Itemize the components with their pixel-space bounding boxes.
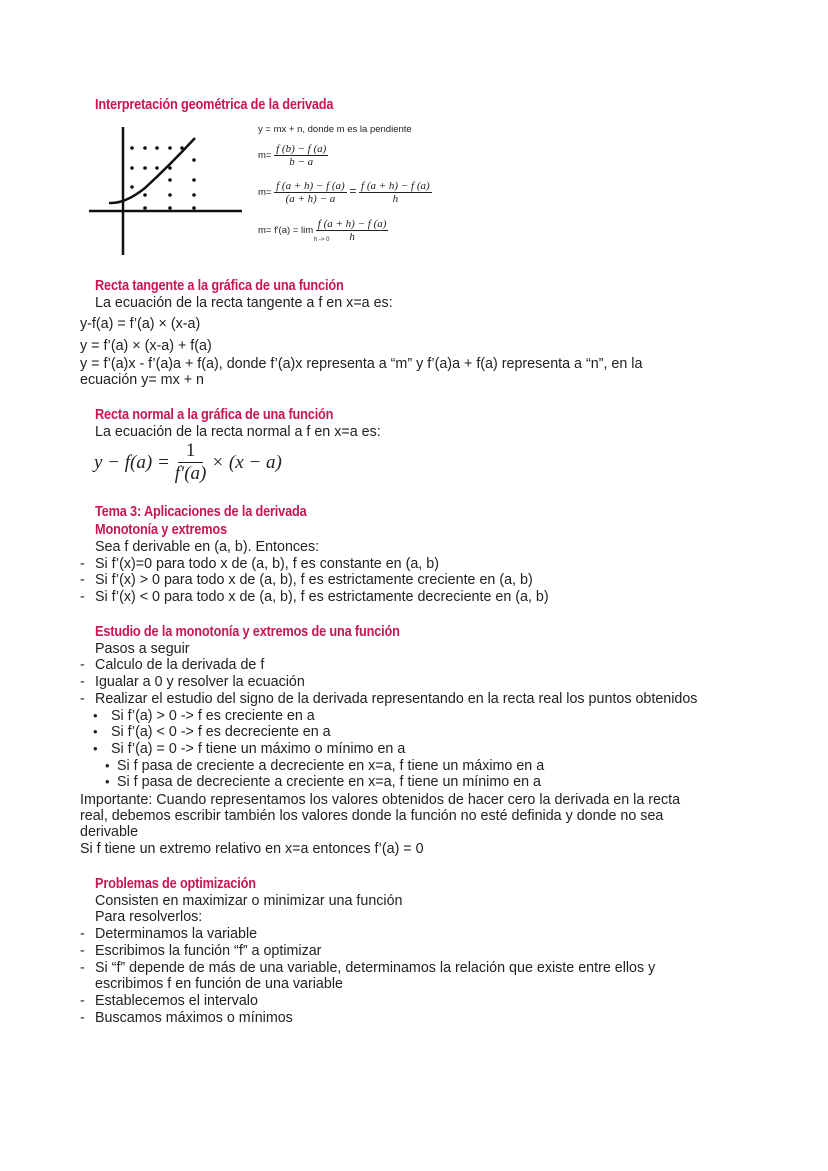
- fraction: [359, 180, 432, 205]
- note-line: derivable: [80, 824, 139, 840]
- text-line: La ecuación de la recta tangente a f en x=a es:: [95, 295, 393, 311]
- numerator: 1: [178, 440, 204, 463]
- note-line: Si f tiene un extremo relativo en x=a entonces f’(a) = 0: [80, 841, 424, 857]
- text-line: ecuación y= mx + n: [80, 372, 204, 388]
- sub-list-item: Si f’(a) = 0 -> f tiene un máximo o mínimo en a: [111, 741, 406, 757]
- bullet-dash: -: [80, 1010, 85, 1026]
- sub-list-item: Si f pasa de creciente a decreciente en x=a, f tiene un máximo en a: [117, 758, 545, 774]
- bullet-dash: -: [80, 572, 85, 588]
- text-line: Sea f derivable en (a, b). Entonces:: [95, 539, 320, 555]
- fraction: [175, 440, 207, 485]
- list-item: Si “f” depende de más de una variable, determinamos la relación que existe entre ellos y: [95, 960, 656, 976]
- bullet-dash: -: [80, 657, 85, 673]
- text-line: La ecuación de la recta normal a f en x=a es:: [95, 424, 381, 440]
- bullet-dot: •: [93, 741, 98, 756]
- slope-formula-1: [258, 143, 328, 168]
- bullet-dot: •: [93, 708, 98, 723]
- m-prime-label: m= f'(a) = lim: [258, 225, 314, 236]
- sub-list-item: Si f’(a) > 0 -> f es creciente en a: [111, 708, 315, 724]
- equation-left: y − f(a) =: [94, 451, 170, 473]
- m-label: m=: [258, 187, 272, 199]
- text-line: Consisten en maximizar o minimizar una función: [95, 893, 403, 909]
- list-item: Si f’(x)=0 para todo x de (a, b), f es constante en (a, b): [95, 556, 439, 572]
- derivative-limit-formula: [258, 218, 388, 243]
- list-item: Establecemos el intervalo: [95, 993, 258, 1009]
- numerator: f (b) − f (a): [276, 143, 327, 155]
- equals-sign: =: [349, 184, 357, 199]
- derivative-graph-figure: [85, 120, 245, 260]
- bullet-dash: -: [80, 556, 85, 572]
- bullet-dot: •: [105, 774, 110, 789]
- note-line: Importante: Cuando representamos los valores obtenidos de hacer cero la derivada en la recta: [80, 792, 681, 808]
- denominator: b − a: [289, 156, 314, 168]
- list-item: Si f’(x) > 0 para todo x de (a, b), f es estrictamente creciente en (a, b): [95, 572, 533, 588]
- numerator: f (a + h) − f (a): [361, 180, 430, 192]
- limit-subscript: h -> 0: [314, 237, 330, 243]
- line-equation-text: y = mx + n, donde m es la pendiente: [258, 124, 412, 135]
- denominator: h: [349, 231, 355, 243]
- note-line: real, debemos escribir también los valores donde la función no esté definida y donde no sea: [80, 808, 664, 824]
- denominator: h: [392, 193, 399, 205]
- denominator: (a + h) − a: [285, 193, 336, 205]
- heading-monotony-study: Estudio de la monotonía y extremos de una función: [95, 624, 400, 640]
- list-item-continuation: escribimos f en función de una variable: [95, 976, 343, 992]
- heading-tangent-line: Recta tangente a la gráfica de una función: [95, 278, 344, 294]
- heading-normal-line: Recta normal a la gráfica de una función: [95, 407, 334, 423]
- list-item: Realizar el estudio del signo de la derivada representando en la recta real los puntos obtenidos: [95, 691, 698, 707]
- text-line: y = f’(a) × (x-a) + f(a): [80, 338, 212, 354]
- bullet-dash: -: [80, 674, 85, 690]
- list-item: Determinamos la variable: [95, 926, 258, 942]
- bullet-dash: -: [80, 960, 85, 976]
- bullet-dash: -: [80, 993, 85, 1009]
- text-line: y-f(a) = f’(a) × (x-a): [80, 316, 201, 332]
- equation-right: × (x − a): [211, 451, 282, 473]
- denominator: f′(a): [174, 463, 207, 484]
- heading-topic-3: Tema 3: Aplicaciones de la derivada: [95, 504, 307, 520]
- text-line: Para resolverlos:: [95, 909, 203, 925]
- slope-formula-2: [258, 180, 432, 205]
- normal-line-equation: [94, 440, 282, 485]
- list-item: Igualar a 0 y resolver la ecuación: [95, 674, 305, 690]
- heading-optimization: Problemas de optimización: [95, 876, 256, 892]
- text-line: Pasos a seguir: [95, 641, 190, 657]
- heading-geometric-interpretation: Interpretación geométrica de la derivada: [95, 97, 334, 113]
- list-item: Si f’(x) < 0 para todo x de (a, b), f es estrictamente decreciente en (a, b): [95, 589, 549, 605]
- sub-list-item: Si f’(a) < 0 -> f es decreciente en a: [111, 724, 331, 740]
- fraction: [274, 180, 347, 205]
- bullet-dash: -: [80, 926, 85, 942]
- numerator: f (a + h) − f (a): [317, 218, 387, 230]
- bullet-dash: -: [80, 943, 85, 959]
- bullet-dot: •: [93, 724, 98, 739]
- sub-list-item: Si f pasa de decreciente a creciente en x=a, f tiene un mínimo en a: [117, 774, 541, 790]
- bullet-dash: -: [80, 589, 85, 605]
- fraction: [274, 143, 328, 168]
- bullet-dash: -: [80, 691, 85, 707]
- list-item: Buscamos máximos o mínimos: [95, 1010, 293, 1026]
- numerator: f (a + h) − f (a): [276, 180, 345, 192]
- heading-monotony: Monotonía y extremos: [95, 522, 227, 538]
- bullet-dot: •: [105, 758, 110, 773]
- text-line: y = f’(a)x - f’(a)a + f(a), donde f’(a)x representa a “m” y f’(a)a + f(a) representa a “n”, en la: [80, 356, 643, 372]
- m-label: m=: [258, 150, 272, 162]
- list-item: Escribimos la función “f” a optimizar: [95, 943, 322, 959]
- list-item: Calculo de la derivada de f: [95, 657, 265, 673]
